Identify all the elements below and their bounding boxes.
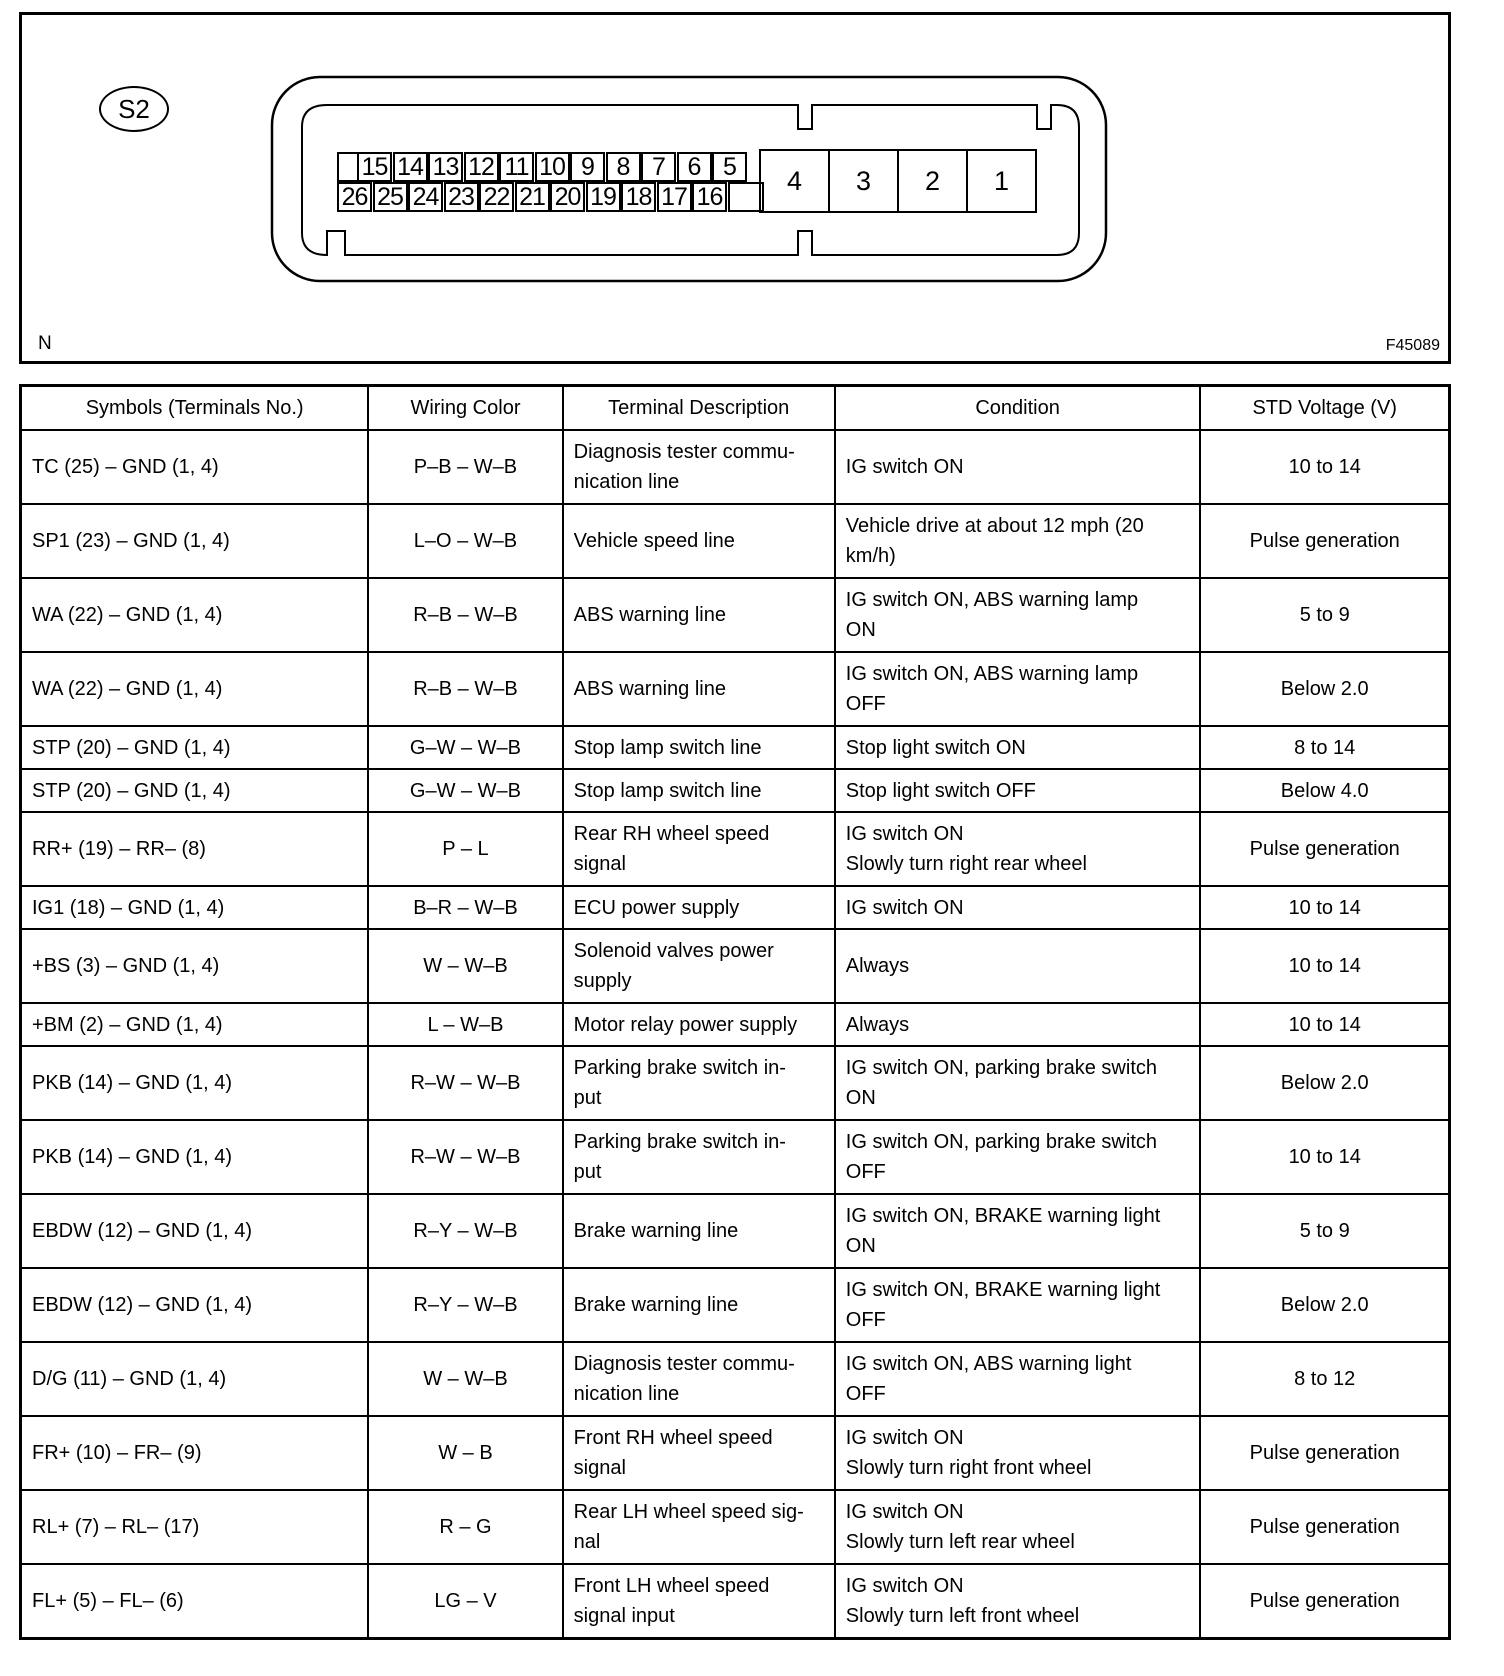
cell-symbols: EBDW (12) – GND (1, 4) bbox=[21, 1194, 369, 1268]
pin-14: 14 bbox=[393, 152, 428, 182]
cell-std-voltage: 8 to 12 bbox=[1200, 1342, 1449, 1416]
cell-terminal-description: Front LH wheel speed signal input bbox=[563, 1564, 835, 1639]
table-row bbox=[21, 929, 1450, 1003]
pin-12: 12 bbox=[464, 152, 499, 182]
cell-wiring-color: G–W – W–B bbox=[368, 726, 562, 769]
table-row bbox=[21, 652, 1450, 726]
cell-std-voltage: Pulse generation bbox=[1200, 812, 1449, 886]
header-wiring-color: Wiring Color bbox=[368, 386, 562, 431]
cell-wiring-color: R–W – W–B bbox=[368, 1046, 562, 1120]
cell-symbols: IG1 (18) – GND (1, 4) bbox=[21, 886, 369, 929]
cell-std-voltage: Pulse generation bbox=[1200, 1490, 1449, 1564]
pin-23: 23 bbox=[444, 182, 479, 212]
pin-7: 7 bbox=[641, 152, 676, 182]
cell-symbols: D/G (11) – GND (1, 4) bbox=[21, 1342, 369, 1416]
pin-1: 1 bbox=[966, 149, 1037, 213]
cell-terminal-description: Rear RH wheel speed signal bbox=[563, 812, 835, 886]
cell-symbols: RR+ (19) – RR– (8) bbox=[21, 812, 369, 886]
cell-wiring-color: R–B – W–B bbox=[368, 578, 562, 652]
cell-wiring-color: W – W–B bbox=[368, 929, 562, 1003]
cell-symbols: RL+ (7) – RL– (17) bbox=[21, 1490, 369, 1564]
cell-wiring-color: R–B – W–B bbox=[368, 652, 562, 726]
cell-std-voltage: 10 to 14 bbox=[1200, 929, 1449, 1003]
pin-19: 19 bbox=[586, 182, 621, 212]
cell-wiring-color: L–O – W–B bbox=[368, 504, 562, 578]
cell-condition: IG switch ON Slowly turn left rear wheel bbox=[835, 1490, 1201, 1564]
table-row bbox=[21, 1268, 1450, 1342]
cell-condition: IG switch ON, ABS warning lamp ON bbox=[835, 578, 1201, 652]
header-condition: Condition bbox=[835, 386, 1201, 431]
cell-wiring-color: P – L bbox=[368, 812, 562, 886]
cell-std-voltage: 10 to 14 bbox=[1200, 430, 1449, 504]
connector-figure bbox=[19, 12, 1451, 364]
cell-std-voltage: Below 2.0 bbox=[1200, 1268, 1449, 1342]
connector-id-badge bbox=[99, 86, 169, 132]
terminal-spec-table bbox=[19, 384, 1451, 1640]
pin-17: 17 bbox=[657, 182, 692, 212]
header-symbols: Symbols (Terminals No.) bbox=[21, 386, 369, 431]
cell-symbols: +BM (2) – GND (1, 4) bbox=[21, 1003, 369, 1046]
cell-std-voltage: Below 4.0 bbox=[1200, 769, 1449, 812]
cell-symbols: +BS (3) – GND (1, 4) bbox=[21, 929, 369, 1003]
table-row bbox=[21, 504, 1450, 578]
pin-13: 13 bbox=[428, 152, 463, 182]
cell-condition: IG switch ON Slowly turn right front wheel bbox=[835, 1416, 1201, 1490]
cell-symbols: FR+ (10) – FR– (9) bbox=[21, 1416, 369, 1490]
table-row bbox=[21, 726, 1450, 769]
cell-condition: IG switch ON Slowly turn right rear wheel bbox=[835, 812, 1201, 886]
cell-wiring-color: B–R – W–B bbox=[368, 886, 562, 929]
pin-8: 8 bbox=[606, 152, 641, 182]
table-row bbox=[21, 578, 1450, 652]
cell-condition: IG switch ON Slowly turn left front wheel bbox=[835, 1564, 1201, 1639]
cell-terminal-description: Brake warning line bbox=[563, 1268, 835, 1342]
cell-wiring-color: W – B bbox=[368, 1416, 562, 1490]
cell-symbols: STP (20) – GND (1, 4) bbox=[21, 769, 369, 812]
cell-terminal-description: Parking brake switch in- put bbox=[563, 1120, 835, 1194]
pin-25: 25 bbox=[373, 182, 408, 212]
cell-condition: IG switch ON, BRAKE warning light OFF bbox=[835, 1268, 1201, 1342]
cell-terminal-description: Parking brake switch in- put bbox=[563, 1046, 835, 1120]
pin-18: 18 bbox=[621, 182, 656, 212]
cell-wiring-color: W – W–B bbox=[368, 1342, 562, 1416]
pin-16: 16 bbox=[692, 182, 727, 212]
cell-wiring-color: R–Y – W–B bbox=[368, 1194, 562, 1268]
cell-terminal-description: Stop lamp switch line bbox=[563, 769, 835, 812]
pin-26: 26 bbox=[337, 182, 372, 212]
cell-condition: IG switch ON, BRAKE warning light ON bbox=[835, 1194, 1201, 1268]
cell-terminal-description: Vehicle speed line bbox=[563, 504, 835, 578]
cell-std-voltage: 10 to 14 bbox=[1200, 1120, 1449, 1194]
cell-std-voltage: 10 to 14 bbox=[1200, 1003, 1449, 1046]
cell-condition: IG switch ON bbox=[835, 430, 1201, 504]
cell-wiring-color: G–W – W–B bbox=[368, 769, 562, 812]
cell-condition: Stop light switch ON bbox=[835, 726, 1201, 769]
table-row bbox=[21, 769, 1450, 812]
pin-24: 24 bbox=[408, 182, 443, 212]
cell-wiring-color: LG – V bbox=[368, 1564, 562, 1639]
cell-condition: Always bbox=[835, 929, 1201, 1003]
cell-terminal-description: ABS warning line bbox=[563, 578, 835, 652]
cell-symbols: EBDW (12) – GND (1, 4) bbox=[21, 1268, 369, 1342]
cell-symbols: SP1 (23) – GND (1, 4) bbox=[21, 504, 369, 578]
pin-6: 6 bbox=[677, 152, 712, 182]
pin-11: 11 bbox=[499, 152, 534, 182]
cell-terminal-description: ECU power supply bbox=[563, 886, 835, 929]
cell-condition: IG switch ON bbox=[835, 886, 1201, 929]
table-row bbox=[21, 430, 1450, 504]
cell-terminal-description: ABS warning line bbox=[563, 652, 835, 726]
header-std-voltage: STD Voltage (V) bbox=[1200, 386, 1449, 431]
table-row bbox=[21, 1342, 1450, 1416]
table-header-row bbox=[21, 386, 1450, 431]
cell-symbols: FL+ (5) – FL– (6) bbox=[21, 1564, 369, 1639]
pin-21: 21 bbox=[515, 182, 550, 212]
table-row bbox=[21, 1490, 1450, 1564]
cell-terminal-description: Rear LH wheel speed sig- nal bbox=[563, 1490, 835, 1564]
cell-terminal-description: Front RH wheel speed signal bbox=[563, 1416, 835, 1490]
cell-std-voltage: Pulse generation bbox=[1200, 1564, 1449, 1639]
cell-symbols: PKB (14) – GND (1, 4) bbox=[21, 1120, 369, 1194]
pin-4: 4 bbox=[759, 149, 830, 213]
table-row bbox=[21, 1003, 1450, 1046]
cell-std-voltage: 5 to 9 bbox=[1200, 1194, 1449, 1268]
cell-symbols: TC (25) – GND (1, 4) bbox=[21, 430, 369, 504]
figure-corner-letter: N bbox=[38, 333, 52, 354]
connector-id: S2 bbox=[118, 94, 150, 124]
header-terminal-description: Terminal Description bbox=[563, 386, 835, 431]
cell-condition: Vehicle drive at about 12 mph (20 km/h) bbox=[835, 504, 1201, 578]
table-row bbox=[21, 1194, 1450, 1268]
table-row bbox=[21, 886, 1450, 929]
cell-terminal-description: Solenoid valves power supply bbox=[563, 929, 835, 1003]
cell-terminal-description: Motor relay power supply bbox=[563, 1003, 835, 1046]
cell-symbols: WA (22) – GND (1, 4) bbox=[21, 578, 369, 652]
cell-terminal-description: Diagnosis tester commu- nication line bbox=[563, 1342, 835, 1416]
cell-condition: IG switch ON, ABS warning light OFF bbox=[835, 1342, 1201, 1416]
cell-std-voltage: 5 to 9 bbox=[1200, 578, 1449, 652]
table-row bbox=[21, 1564, 1450, 1639]
table-row bbox=[21, 812, 1450, 886]
pin-5: 5 bbox=[712, 152, 747, 182]
cell-std-voltage: 8 to 14 bbox=[1200, 726, 1449, 769]
pin-9: 9 bbox=[570, 152, 605, 182]
table-row bbox=[21, 1120, 1450, 1194]
cell-std-voltage: Pulse generation bbox=[1200, 504, 1449, 578]
table-row bbox=[21, 1046, 1450, 1120]
cell-std-voltage: Below 2.0 bbox=[1200, 652, 1449, 726]
cell-wiring-color: P–B – W–B bbox=[368, 430, 562, 504]
pin-20: 20 bbox=[550, 182, 585, 212]
cell-std-voltage: Below 2.0 bbox=[1200, 1046, 1449, 1120]
cell-std-voltage: Pulse generation bbox=[1200, 1416, 1449, 1490]
cell-terminal-description: Stop lamp switch line bbox=[563, 726, 835, 769]
cell-condition: IG switch ON, parking brake switch ON bbox=[835, 1046, 1201, 1120]
cell-wiring-color: L – W–B bbox=[368, 1003, 562, 1046]
pin-2: 2 bbox=[897, 149, 968, 213]
cell-wiring-color: R – G bbox=[368, 1490, 562, 1564]
cell-std-voltage: 10 to 14 bbox=[1200, 886, 1449, 929]
pin-blank bbox=[337, 152, 359, 182]
cell-terminal-description: Diagnosis tester commu- nication line bbox=[563, 430, 835, 504]
pin-3: 3 bbox=[828, 149, 899, 213]
cell-terminal-description: Brake warning line bbox=[563, 1194, 835, 1268]
cell-condition: IG switch ON, parking brake switch OFF bbox=[835, 1120, 1201, 1194]
cell-wiring-color: R–Y – W–B bbox=[368, 1268, 562, 1342]
cell-condition: Always bbox=[835, 1003, 1201, 1046]
table-row bbox=[21, 1416, 1450, 1490]
cell-wiring-color: R–W – W–B bbox=[368, 1120, 562, 1194]
pin-15: 15 bbox=[357, 152, 392, 182]
figure-code: F45089 bbox=[1385, 337, 1440, 354]
cell-symbols: WA (22) – GND (1, 4) bbox=[21, 652, 369, 726]
cell-condition: Stop light switch OFF bbox=[835, 769, 1201, 812]
pin-10: 10 bbox=[535, 152, 570, 182]
cell-symbols: PKB (14) – GND (1, 4) bbox=[21, 1046, 369, 1120]
cell-condition: IG switch ON, ABS warning lamp OFF bbox=[835, 652, 1201, 726]
cell-symbols: STP (20) – GND (1, 4) bbox=[21, 726, 369, 769]
pin-22: 22 bbox=[479, 182, 514, 212]
